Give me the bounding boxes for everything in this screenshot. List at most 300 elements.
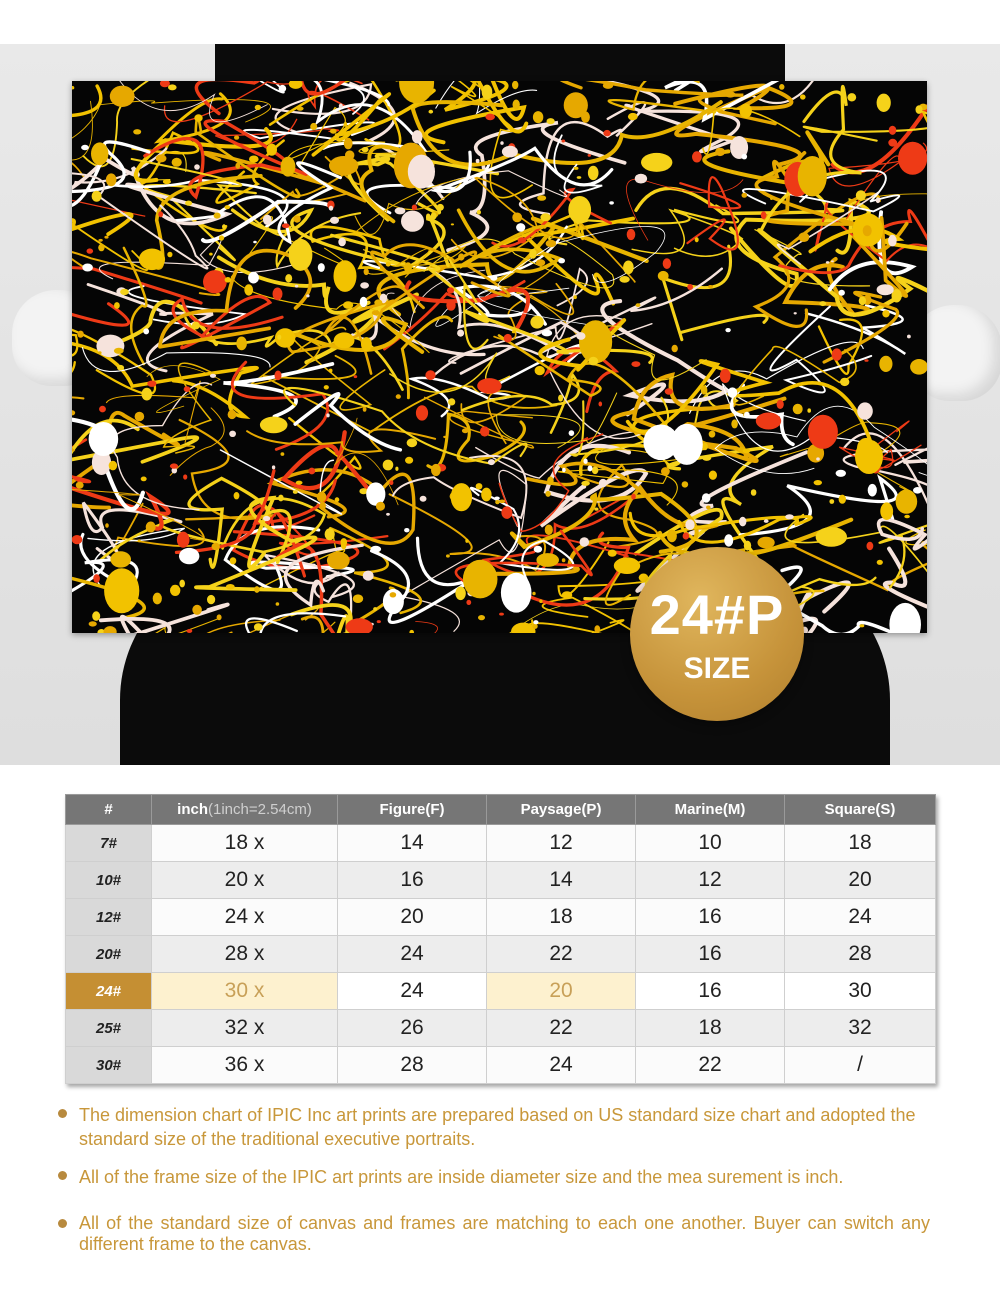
header-inch-conversion: (1inch=2.54cm) — [208, 801, 312, 818]
paint-drop — [363, 407, 367, 412]
paint-drop — [334, 332, 355, 348]
paint-drop — [396, 394, 401, 399]
paint-drop — [562, 468, 566, 472]
paint-drop — [72, 535, 82, 544]
paint-drop — [692, 151, 702, 162]
paint-drop — [437, 204, 444, 211]
paint-drop — [518, 237, 527, 243]
paint-drop — [477, 378, 501, 394]
paint-drop — [278, 495, 284, 502]
paint-drop — [512, 330, 516, 333]
paint-drop — [395, 207, 406, 214]
paint-drop — [249, 156, 259, 163]
paint-drop — [860, 624, 865, 627]
paint-drop — [447, 287, 454, 293]
paint-drop — [731, 419, 738, 428]
paint-drop — [363, 571, 374, 581]
paint-drop — [326, 413, 329, 417]
paint-drop — [847, 93, 856, 101]
paint-drop — [539, 599, 542, 603]
paint-drop — [709, 431, 716, 438]
paint-drop — [839, 495, 846, 504]
paint-drop — [628, 113, 638, 120]
paint-drop — [476, 159, 480, 163]
paint-drop — [702, 493, 711, 502]
paint-drop — [623, 261, 634, 275]
paint-drop — [682, 481, 689, 487]
note-item — [55, 1165, 843, 1189]
paint-drop — [133, 129, 141, 134]
paint-drop — [580, 537, 590, 547]
paint-drop — [877, 560, 883, 565]
paint-drop — [308, 468, 315, 475]
header-figure: Figure(F) — [338, 795, 487, 825]
note-item — [55, 1213, 930, 1255]
paint-drop — [431, 212, 437, 219]
paint-drop — [501, 506, 512, 519]
paint-drop — [533, 620, 538, 624]
table-row — [66, 825, 936, 862]
paint-drop — [603, 82, 613, 89]
paint-drop — [429, 110, 434, 114]
paint-drop — [281, 157, 296, 177]
paint-drop — [405, 457, 413, 464]
paint-drop — [225, 205, 231, 209]
paint-drop — [816, 457, 820, 460]
paint-drop — [536, 553, 559, 567]
paint-drop — [576, 332, 585, 340]
paint-drop — [463, 560, 498, 599]
cell-square: 20 — [785, 862, 936, 899]
paint-drop — [361, 337, 372, 351]
row-code: 7# — [66, 825, 152, 862]
cell-marine: 10 — [636, 825, 785, 862]
paint-drop — [889, 126, 897, 135]
paint-drop — [179, 548, 199, 564]
paint-drop — [485, 114, 495, 121]
paint-drop — [799, 232, 810, 242]
paint-drop — [82, 264, 93, 272]
cell-paysage: 20 — [487, 973, 636, 1010]
paint-drop — [663, 258, 671, 269]
paint-drop — [409, 630, 414, 633]
paint-drop — [627, 229, 636, 240]
paint-drop — [635, 174, 647, 184]
paint-drop — [661, 467, 670, 476]
paint-drop — [110, 86, 135, 107]
paint-drop — [725, 328, 730, 332]
paint-drop — [819, 301, 826, 306]
paint-drop — [877, 284, 894, 295]
paint-drop — [739, 517, 746, 527]
paint-drop — [573, 295, 577, 299]
paint-drop — [672, 345, 678, 353]
paint-drop — [289, 239, 313, 271]
paint-drop — [143, 328, 149, 334]
paint-drop — [603, 130, 610, 136]
note-text: All of the standard size of canvas and frames are matching to each one another. Buyer can switch any different frame to the canvas. — [79, 1213, 930, 1254]
paint-drop — [832, 348, 842, 360]
paint-stroke — [602, 301, 726, 414]
paint-drop — [373, 607, 377, 611]
paint-drop — [89, 422, 119, 456]
bullet-icon — [58, 1171, 67, 1180]
paint-drop — [800, 94, 806, 99]
cell-paysage: 12 — [487, 825, 636, 862]
paint-drop — [185, 201, 192, 206]
paint-drop — [87, 248, 94, 253]
paint-drop — [462, 428, 469, 433]
paint-drop — [142, 388, 153, 401]
paint-drop — [495, 500, 499, 504]
paint-drop — [360, 297, 368, 307]
paint-drop — [374, 299, 382, 305]
paint-drop — [228, 410, 237, 419]
paint-drop — [695, 237, 699, 242]
paint-drop — [92, 611, 100, 621]
paint-drop — [293, 490, 298, 494]
cell-paysage: 14 — [487, 862, 636, 899]
header-marine: Marine(M) — [636, 795, 785, 825]
paint-drop — [285, 274, 292, 282]
paint-drop — [104, 626, 117, 633]
paint-stroke — [663, 246, 767, 339]
cell-marine: 16 — [636, 899, 785, 936]
row-code: 20# — [66, 936, 152, 973]
badge-size-label: SIZE — [683, 652, 751, 685]
paint-drop — [343, 301, 353, 309]
paint-drop — [864, 359, 868, 362]
paint-drop — [183, 474, 187, 479]
paint-drop — [793, 404, 803, 415]
paint-drop — [478, 615, 485, 620]
paint-drop — [98, 239, 102, 242]
paint-drop — [724, 534, 733, 546]
paint-drop — [451, 483, 472, 511]
paint-drop — [855, 440, 883, 474]
paint-drop — [446, 300, 455, 311]
paint-drop — [371, 546, 382, 553]
paint-drop — [163, 179, 171, 184]
paint-drop — [867, 542, 874, 550]
paint-drop — [344, 138, 353, 150]
cell-figure: 20 — [338, 899, 487, 936]
paint-drop — [91, 142, 108, 165]
paint-drop — [455, 587, 465, 601]
table-row — [66, 1047, 936, 1084]
paint-drop — [341, 542, 347, 550]
paint-drop — [404, 528, 409, 532]
paint-drop — [588, 465, 593, 471]
paint-drop — [641, 153, 672, 172]
paint-drop — [545, 491, 550, 497]
paint-drop — [451, 223, 454, 225]
paint-drop — [344, 122, 348, 127]
paint-drop — [500, 141, 503, 145]
paint-drop — [807, 408, 811, 412]
paint-drop — [72, 410, 75, 415]
splatter-artwork — [72, 81, 927, 633]
cell-square: 32 — [785, 1010, 936, 1047]
paint-drop — [898, 142, 927, 175]
paint-drop — [708, 285, 713, 288]
paint-stroke — [436, 148, 612, 191]
cell-paysage: 22 — [487, 936, 636, 973]
paint-drop — [364, 268, 369, 275]
paint-drop — [98, 351, 102, 354]
paint-drop — [135, 412, 145, 421]
paint-drop — [104, 568, 139, 613]
paint-drop — [395, 467, 398, 471]
paint-drop — [168, 84, 177, 90]
paint-drop — [194, 114, 202, 121]
cell-square: / — [785, 1047, 936, 1084]
paint-drop — [330, 129, 337, 134]
paint-drop — [377, 620, 381, 623]
paint-drop — [488, 459, 495, 465]
paint-drop — [547, 118, 555, 124]
paint-drop — [546, 240, 557, 247]
paint-drop — [386, 262, 391, 267]
paint-drop — [501, 573, 532, 613]
paint-drop — [194, 164, 200, 170]
paint-drop — [558, 395, 563, 402]
paint-drop — [76, 482, 84, 489]
cell-paysage: 22 — [487, 1010, 636, 1047]
size-badge — [630, 547, 804, 721]
cell-square: 18 — [785, 825, 936, 862]
paint-drop — [327, 552, 350, 570]
paint-drop — [558, 258, 565, 263]
paint-drop — [494, 497, 500, 500]
paint-drop — [320, 502, 326, 511]
header-paysage: Paysage(P) — [487, 795, 636, 825]
row-code: 10# — [66, 862, 152, 899]
header-inch — [152, 795, 338, 825]
paint-drop — [836, 470, 846, 477]
paint-drop — [608, 550, 617, 557]
paint-drop — [562, 140, 566, 143]
paint-drop — [226, 584, 235, 589]
paint-drop — [203, 270, 227, 293]
paint-drop — [564, 92, 588, 118]
paint-drop — [779, 84, 784, 90]
paint-drop — [588, 154, 591, 157]
paint-drop — [161, 201, 164, 205]
abstract-painting — [72, 81, 927, 633]
paint-drop — [665, 388, 673, 394]
row-code: 24# — [66, 973, 152, 1010]
paint-drop — [533, 624, 538, 629]
paint-drop — [187, 629, 193, 633]
paint-drop — [476, 483, 483, 489]
paint-drop — [701, 386, 708, 395]
paint-drop — [619, 276, 629, 283]
paint-drop — [416, 405, 428, 420]
paint-drop — [547, 476, 554, 485]
paint-drop — [910, 359, 927, 375]
paint-drop — [671, 424, 703, 465]
paint-drop — [282, 223, 290, 228]
paint-drop — [588, 166, 599, 180]
paint-drop — [504, 334, 512, 343]
paint-drop — [706, 506, 711, 510]
paint-drop — [443, 436, 446, 438]
paint-drop — [289, 81, 303, 89]
paint-drop — [859, 297, 866, 306]
paint-stroke — [426, 81, 524, 142]
paint-drop — [329, 369, 333, 373]
table-row — [66, 936, 936, 973]
cell-marine: 16 — [636, 973, 785, 1010]
paint-drop — [880, 502, 893, 520]
paint-drop — [263, 516, 270, 521]
paint-drop — [477, 210, 481, 215]
paint-drop — [412, 205, 417, 211]
paint-drop — [407, 438, 418, 447]
paint-drop — [329, 156, 358, 175]
paint-drop — [329, 206, 333, 211]
paint-drop — [275, 371, 282, 381]
paint-drop — [826, 261, 830, 264]
paint-drop — [742, 154, 748, 160]
paint-drop — [325, 528, 335, 540]
table-row — [66, 899, 936, 936]
paint-drop — [530, 316, 543, 329]
paint-drop — [324, 385, 329, 389]
note-text: All of the frame size of the IPIC art prints are inside diameter size and the mea surement is inch. — [79, 1167, 844, 1187]
paint-drop — [631, 361, 640, 367]
paint-drop — [532, 592, 535, 596]
paint-drop — [545, 525, 553, 536]
paint-drop — [372, 310, 380, 315]
paint-drop — [362, 147, 369, 152]
paint-drop — [599, 479, 607, 487]
paint-drop — [141, 477, 147, 482]
paint-drop — [916, 105, 923, 114]
paint-drop — [609, 201, 614, 204]
paint-drop — [277, 335, 281, 340]
paint-drop — [338, 238, 346, 247]
paint-drop — [896, 489, 918, 513]
paint-drop — [761, 211, 767, 219]
row-code: 30# — [66, 1047, 152, 1084]
paint-drop — [744, 541, 751, 551]
paint-drop — [636, 303, 641, 307]
paint-drop — [170, 463, 178, 468]
paint-drop — [481, 488, 491, 502]
paint-drop — [120, 289, 129, 295]
paint-drop — [446, 554, 450, 557]
table-row — [66, 862, 936, 899]
paint-drop — [599, 402, 603, 407]
paint-drop — [318, 263, 325, 272]
paint-drop — [214, 213, 221, 219]
cell-inch: 24 x — [152, 899, 338, 936]
cell-figure: 14 — [338, 825, 487, 862]
paint-drop — [266, 144, 277, 156]
paint-drop — [785, 514, 794, 519]
paint-drop — [353, 594, 363, 603]
paint-drop — [114, 302, 120, 309]
paint-drop — [217, 614, 222, 620]
paint-drop — [207, 595, 215, 604]
paint-drop — [156, 154, 167, 162]
paint-drop — [742, 193, 748, 198]
cell-marine: 16 — [636, 936, 785, 973]
paint-drop — [614, 557, 640, 574]
paint-drop — [798, 156, 827, 196]
header-square: Square(S) — [785, 795, 936, 825]
paint-drop — [594, 508, 598, 511]
paint-drop — [758, 537, 775, 549]
paint-drop — [728, 387, 738, 397]
paint-drop — [709, 471, 717, 480]
paint-drop — [167, 252, 172, 258]
paint-drop — [431, 464, 441, 476]
paint-drop — [253, 241, 257, 244]
paint-drop — [513, 100, 520, 110]
paint-drop — [147, 381, 156, 387]
paint-drop — [110, 551, 131, 567]
paint-drop — [219, 235, 224, 240]
paint-drop — [879, 356, 892, 372]
row-code: 25# — [66, 1010, 152, 1047]
paint-drop — [740, 104, 752, 118]
paint-drop — [212, 543, 220, 551]
paint-drop — [234, 492, 240, 499]
paint-drop — [569, 430, 575, 436]
paint-drop — [281, 452, 285, 456]
paint-drop — [401, 211, 424, 232]
paint-drop — [172, 158, 182, 167]
paint-drop — [153, 593, 162, 605]
paint-drop — [794, 312, 797, 314]
note-text: The dimension chart of IPIC Inc art prints are prepared based on US standard size chart and adopted the standard size of the traditional executive portraits. — [79, 1105, 916, 1149]
paint-drop — [770, 197, 773, 200]
paint-drop — [248, 272, 259, 284]
size-chart-table — [65, 794, 936, 1084]
paint-drop — [814, 480, 822, 485]
paint-drop — [179, 580, 185, 588]
bullet-icon — [58, 1219, 67, 1228]
paint-drop — [594, 625, 600, 632]
paint-drop — [877, 94, 891, 112]
paint-drop — [404, 262, 412, 273]
paint-drop — [229, 431, 236, 437]
paint-drop — [536, 259, 545, 266]
paint-drop — [263, 215, 272, 225]
paint-drop — [592, 467, 599, 475]
cell-square: 30 — [785, 973, 936, 1010]
paint-drop — [448, 398, 455, 405]
paint-drop — [276, 602, 280, 606]
paint-drop — [98, 244, 104, 251]
paint-drop — [777, 400, 784, 409]
header-inch-label: inch — [177, 801, 209, 818]
paint-drop — [658, 271, 669, 281]
paint-drop — [856, 190, 866, 200]
paint-drop — [685, 519, 694, 530]
paint-drop — [744, 412, 750, 419]
paint-drop — [81, 145, 89, 150]
paint-drop — [209, 253, 213, 256]
cell-figure: 26 — [338, 1010, 487, 1047]
paint-drop — [562, 558, 566, 562]
table-row-highlighted — [66, 973, 936, 1010]
paint-drop — [579, 320, 612, 363]
paint-drop — [840, 378, 849, 386]
